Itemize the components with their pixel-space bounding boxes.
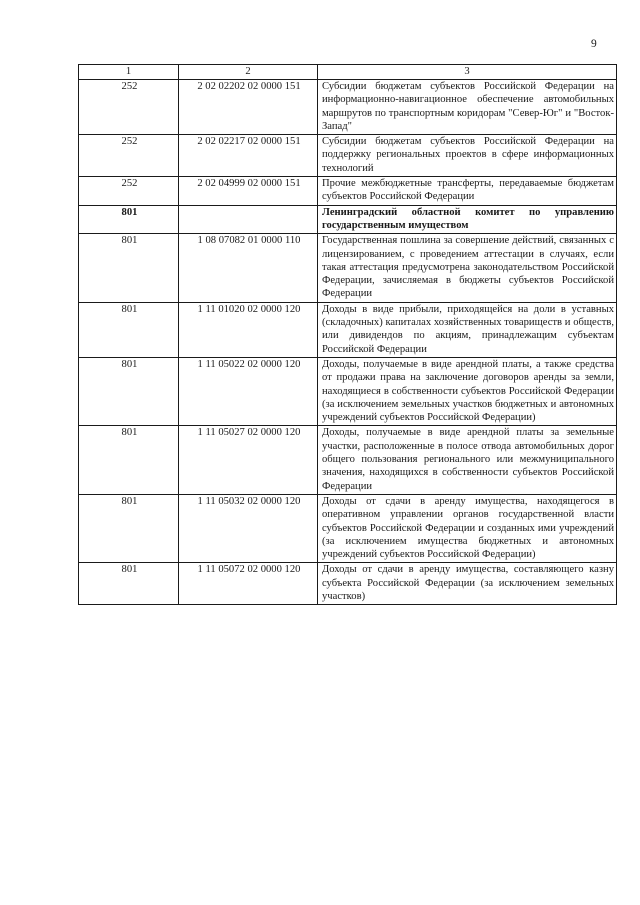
administrator-name-cell: Ленинградский областной комитет по управлению государственным имуществом xyxy=(318,205,617,234)
revenue-name-cell: Доходы от сдачи в аренду имущества, составляющего казну субъекта Российской Федерации (за исключением земельных участков) xyxy=(318,563,617,605)
admin-code-cell: 252 xyxy=(79,135,179,177)
revenue-name-cell: Доходы, получаемые в виде арендной платы за земельные участки, расположенные в полосе отвода автомобильных дорог общего пользования регионального или межмуниципального значения, находящихся в собственности субъектов Российской Федерации xyxy=(318,426,617,494)
header-row xyxy=(79,65,617,80)
budget-code-cell: 2 02 04999 02 0000 151 xyxy=(179,177,318,206)
budget-classification-table xyxy=(78,64,617,605)
column-header-3: 3 xyxy=(318,65,617,80)
table-row xyxy=(79,563,617,605)
admin-code-cell: 801 xyxy=(79,426,179,494)
admin-code-cell: 252 xyxy=(79,177,179,206)
table-row xyxy=(79,426,617,494)
budget-code-cell: 1 11 05027 02 0000 120 xyxy=(179,426,318,494)
column-header-1: 1 xyxy=(79,65,179,80)
budget-code-cell: 1 08 07082 01 0000 110 xyxy=(179,234,318,302)
admin-code-cell: 252 xyxy=(79,80,179,135)
revenue-name-cell: Субсидии бюджетам субъектов Российской Федерации на информационно-навигационное обеспечение автомобильных маршрутов по транспортным коридорам "Север-Юг" и "Восток-Запад" xyxy=(318,80,617,135)
revenue-name-cell: Доходы в виде прибыли, приходящейся на доли в уставных (складочных) капиталах хозяйственных товариществ и обществ, или дивидендов по акциям, принадлежащим субъектам Российской Федерации xyxy=(318,302,617,357)
admin-code-cell: 801 xyxy=(79,205,179,234)
revenue-name-cell: Доходы, получаемые в виде арендной платы, а также средства от продажи права на заключение договоров аренды за земли, находящиеся в собственности субъектов Российской Федерации (за исключением земельных участков бюджетных и автономных учреждений субъектов Российской Федерации) xyxy=(318,357,617,425)
budget-code-cell: 2 02 02202 02 0000 151 xyxy=(179,80,318,135)
administrator-heading-row xyxy=(79,205,617,234)
admin-code-cell: 801 xyxy=(79,563,179,605)
revenue-name-cell: Прочие межбюджетные трансферты, передаваемые бюджетам субъектов Российской Федерации xyxy=(318,177,617,206)
budget-code-cell: 1 11 01020 02 0000 120 xyxy=(179,302,318,357)
budget-code-cell: 1 11 05032 02 0000 120 xyxy=(179,494,318,562)
admin-code-cell: 801 xyxy=(79,302,179,357)
admin-code-cell: 801 xyxy=(79,494,179,562)
table-row xyxy=(79,357,617,425)
budget-code-cell: 2 02 02217 02 0000 151 xyxy=(179,135,318,177)
revenue-name-cell: Доходы от сдачи в аренду имущества, находящегося в оперативном управлении органов государственной власти субъектов Российской Федерации и созданных ими учреждений (за исключением имущества бюджетных и автономных учреждений субъектов Российской Федерации) xyxy=(318,494,617,562)
budget-code-cell: 1 11 05022 02 0000 120 xyxy=(179,357,318,425)
table-row xyxy=(79,80,617,135)
admin-code-cell: 801 xyxy=(79,357,179,425)
table-row xyxy=(79,494,617,562)
revenue-name-cell: Субсидии бюджетам субъектов Российской Федерации на поддержку региональных проектов в сфере информационных технологий xyxy=(318,135,617,177)
table-row xyxy=(79,302,617,357)
budget-code-cell: 1 11 05072 02 0000 120 xyxy=(179,563,318,605)
column-header-2: 2 xyxy=(179,65,318,80)
page-number: 9 xyxy=(591,38,597,50)
admin-code-cell: 801 xyxy=(79,234,179,302)
table-row xyxy=(79,234,617,302)
table-row xyxy=(79,177,617,206)
revenue-name-cell: Государственная пошлина за совершение действий, связанных с лицензированием, с проведением аттестации в случаях, если такая аттестация предусмотрена законодательством Российской Федерации, зачисляемая в бюджеты субъектов Российской Федерации xyxy=(318,234,617,302)
table-row xyxy=(79,135,617,177)
budget-code-cell xyxy=(179,205,318,234)
